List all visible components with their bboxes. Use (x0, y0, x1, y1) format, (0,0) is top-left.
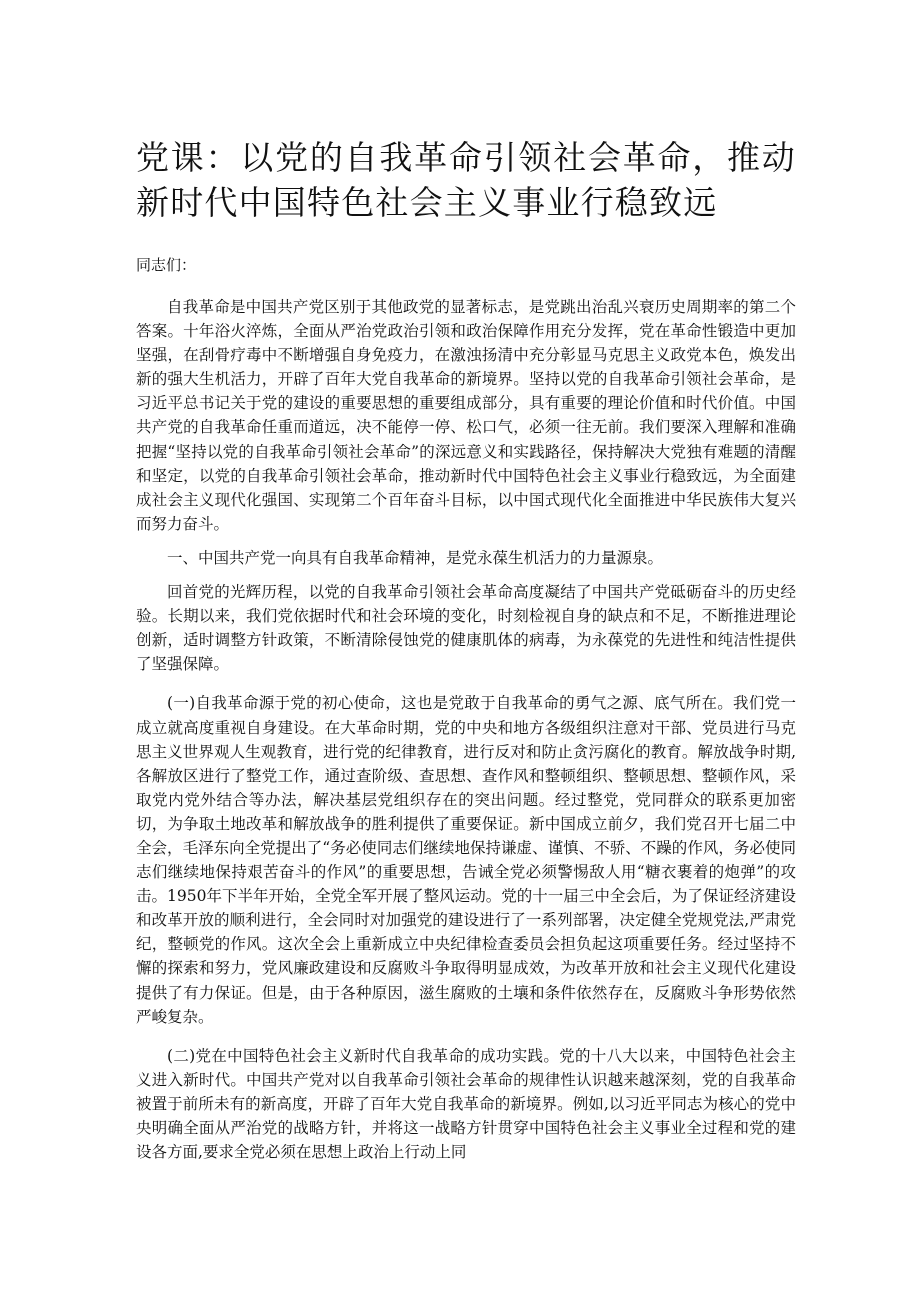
document-title: 党课：以党的自我革命引领社会革命，推动新时代中国特色社会主义事业行稳致远 (136, 138, 796, 222)
paragraph-intro: 自我革命是中国共产党区别于其他政党的显著标志，是党跳出治乱兴衰历史周期率的第二个答案。十年浴火淬炼，全面从严治党政治引领和政治保障作用充分发挥，党在革命性锻造中更加坚强，在刮骨疗毒中不断增强自身免疫力，在激浊扬清中充分彰显马克思主义政党本色，焕发出新的强大生机活力，开辟了百年大党自我革命的新境界。坚持以党的自我革命引领社会革命，是习近平总书记关于党的建设的重要思想的重要组成部分，具有重要的理论价值和时代价值。中国共产党的自我革命任重而道远，决不能停一停、松口气，必须一往无前。我们要深入理解和准确把握“坚持以党的自我革命引领社会革命”的深远意义和实践路径，保持解决大党独有难题的清醒和坚定，以党的自我革命引领社会革命，推动新时代中国特色社会主义事业行稳致远，为全面建成社会主义现代化强国、实现第二个百年奋斗目标，以中国式现代化全面推进中华民族伟大复兴而努力奋斗。 (136, 298, 796, 533)
paragraph-subsection-2: (二)党在中国特色社会主义新时代自我革命的成功实践。党的十八大以来，中国特色社会主义进入新时代。中国共产党对以自我革命引领社会革命的规律性认识越来越深刻，党的自我革命被置于前所未有的新高度，开辟了百年大党自我革命的新境界。例如,以习近平同志为核心的党中央明确全面从严治党的战略方针，并将这一战略方针贯穿中国特色社会主义事业全过程和党的建设各方面,要求全党必须在思想上政治上行动上同 (136, 1046, 796, 1162)
salutation: 同志们： (136, 256, 197, 274)
section-heading-1: 一、中国共产党一向具有自我革命精神，是党永葆生机活力的力量源泉。 (167, 548, 664, 567)
document-body (136, 135, 796, 1164)
paragraph-subsection-1: (一)自我革命源于党的初心使命，这也是党敢于自我革命的勇气之源、底气所在。我们党一成立就高度重视自身建设。在大革命时期，党的中央和地方各级组织注意对干部、党员进行马克思主义世界观人生观教育，进行党的纪律教育，进行反对和防止贪污腐化的教育。解放战争时期,各解放区进行了整党工作，通过查阶级、查思想、查作风和整顿组织、整顿思想、整顿作风，采取党内党外结合等办法，解决基层党组织存在的突出问题。经过整党，党同群众的联系更加密切，为争取土地改革和解放战争的胜利提供了重要保证。新中国成立前夕，我们党召开七届二中全会，毛泽东向全党提出了“务必使同志们继续地保持谦虚、谨慎、不骄、不躁的作风，务必使同志们继续地保持艰苦奋斗的作风”的重要思想，告诫全党必须警惕敌人用“糖衣裹着的炮弹”的攻击。1950年下半年开始，全党全军开展了整风运动。党的十一届三中全会后，为了保证经济建设和改革开放的顺利进行，全会同时对加强党的建设进行了一系列部署，决定健全党规党法,严肃党纪，整顿党的作风。这次全会上重新成立中央纪律检查委员会担负起这项重要任务。经过坚持不懈的探索和努力，党风廉政建设和反腐败斗争取得明显成效，为改革开放和社会主义现代化建设提供了有力保证。但是，由于各种原因，滋生腐败的土壤和条件依然存在，反腐败斗争形势依然严峻复杂。 (136, 694, 796, 1026)
paragraph-review: 回首党的光辉历程，以党的自我革命引领社会革命高度凝结了中国共产党砥砺奋斗的历史经验。长期以来，我们党依据时代和社会环境的变化，时刻检视自身的缺点和不足，不断推进理论创新，适时调整方针政策，不断清除侵蚀党的健康肌体的病毒，为永葆党的先进性和纯洁性提供了坚强保障。 (136, 583, 796, 674)
